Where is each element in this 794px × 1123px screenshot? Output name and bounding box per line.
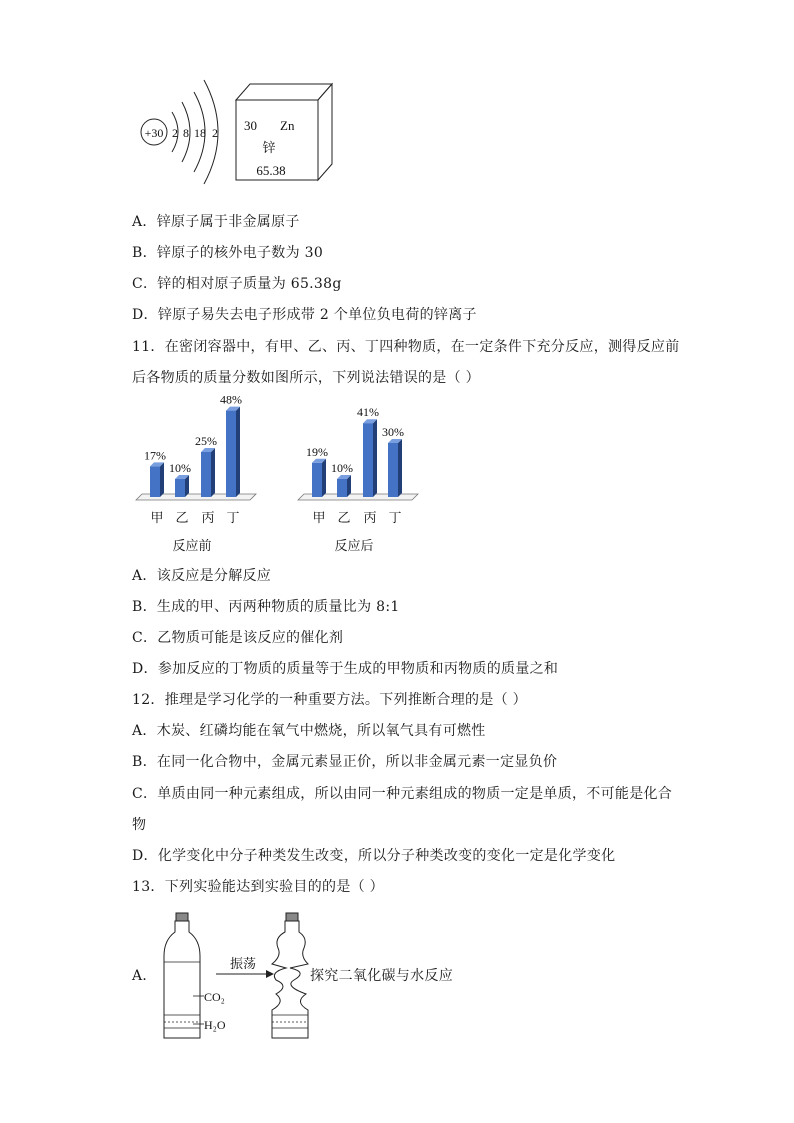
q10-option-d: D．锌原子易失去电子形成带 2 个单位负电荷的锌离子 [132, 307, 477, 323]
data-label-丙: 25% [195, 434, 217, 448]
arrow-label: 振荡 [230, 957, 257, 972]
bar-chart-after [292, 394, 422, 556]
q12-stem: 12．推理是学习化学的一种重要方法。下列推断合理的是（ ） [132, 692, 527, 708]
q10-option-c: C．锌的相对原子质量为 65.38g [132, 276, 342, 292]
q13-stem: 13．下列实验能达到实验目的的是（ ） [132, 879, 384, 895]
data-label-乙: 10% [169, 461, 191, 475]
element-cube-side [318, 84, 332, 180]
h2o-label: H₂O [204, 1018, 226, 1032]
category-label-乙: 乙 [337, 511, 351, 526]
data-label-丙: 41% [357, 405, 379, 420]
q11-option-a: A．该反应是分解反应 [132, 568, 272, 584]
chart-title: 反应前 [172, 539, 212, 554]
bar-side-丁 [398, 439, 402, 497]
bar-side-丙 [373, 419, 377, 497]
data-label-丁: 48% [220, 394, 242, 407]
q13-option-a-description: 探究二氧化碳与水反应 [310, 968, 453, 984]
q11-stem-line1: 11．在密闭容器中，有甲、乙、丙、丁四种物质，在一定条件下充分反应，测得反应前 [132, 339, 680, 355]
q11-stem-line2: 后各物质的质量分数如图所示，下列说法错误的是（ ） [132, 370, 480, 386]
q12-option-c-line1: C．单质由同一种元素组成，所以由同一种元素组成的物质一定是单质，不可能是化合 [132, 786, 673, 802]
category-label-丙: 丙 [201, 511, 215, 526]
q12-option-d: D．化学变化中分子种类发生改变，所以分子种类改变的变化一定是化学变化 [132, 848, 616, 864]
category-label-甲: 甲 [312, 511, 326, 526]
q11-option-d: D．参加反应的丁物质的质量等于生成的甲物质和丙物质的质量之和 [132, 661, 559, 677]
element-cube-top [236, 84, 332, 100]
bar-丁 [226, 411, 236, 497]
nucleus-label: +30 [144, 126, 164, 140]
category-label-乙: 乙 [175, 511, 189, 526]
category-label-丙: 丙 [363, 511, 377, 526]
shell-electrons-4: 2 [212, 126, 218, 140]
q11-option-c: C．乙物质可能是该反应的催化剂 [132, 630, 344, 646]
bottle-after-icon [272, 913, 308, 1038]
data-label-乙: 10% [331, 461, 353, 475]
shell-electrons-1: 2 [172, 126, 178, 140]
q12-option-a: A．木炭、红磷均能在氧气中燃烧，所以氧气具有可燃性 [132, 723, 486, 739]
co2-label: CO₂ [204, 990, 225, 1004]
bar-乙 [337, 479, 347, 497]
category-label-甲: 甲 [150, 511, 164, 526]
element-name: 锌 [262, 140, 276, 155]
bar-side-丙 [211, 448, 215, 497]
element-symbol: Zn [280, 118, 295, 133]
data-label-甲: 17% [144, 448, 166, 463]
category-label-丁: 丁 [388, 511, 402, 526]
bottle-before-icon [164, 913, 200, 1038]
bar-甲 [150, 466, 160, 497]
bar-甲 [312, 463, 322, 497]
q10-option-a: A．锌原子属于非金属原子 [132, 214, 300, 230]
bar-乙 [175, 479, 185, 497]
q13-option-a-label: A． [132, 968, 157, 984]
bar-chart-before [130, 394, 260, 556]
arrow-head [266, 970, 274, 978]
bar-丙 [363, 423, 373, 497]
chart-title: 反应后 [334, 539, 374, 554]
zinc-figure [136, 72, 336, 188]
bar-丁 [388, 443, 398, 497]
category-label-丁: 丁 [226, 511, 240, 526]
bar-side-甲 [322, 459, 326, 497]
bar-丙 [201, 452, 211, 497]
q12-option-b: B．在同一化合物中，金属元素显正价，所以非金属元素一定显负价 [132, 754, 558, 770]
shell-electrons-3: 18 [194, 126, 206, 140]
data-label-甲: 19% [306, 444, 328, 459]
bar-side-丁 [236, 407, 240, 497]
q10-option-b: B．锌原子的核外电子数为 30 [132, 245, 324, 261]
data-label-丁: 30% [382, 425, 404, 439]
shell-electrons-2: 8 [183, 126, 189, 140]
q12-option-c-line2: 物 [132, 817, 147, 833]
bar-side-甲 [160, 462, 164, 497]
q11-option-b: B．生成的甲、丙两种物质的质量比为 8:1 [132, 599, 400, 615]
element-atomic-mass: 65.38 [256, 163, 286, 178]
element-atomic-number: 30 [244, 118, 257, 133]
